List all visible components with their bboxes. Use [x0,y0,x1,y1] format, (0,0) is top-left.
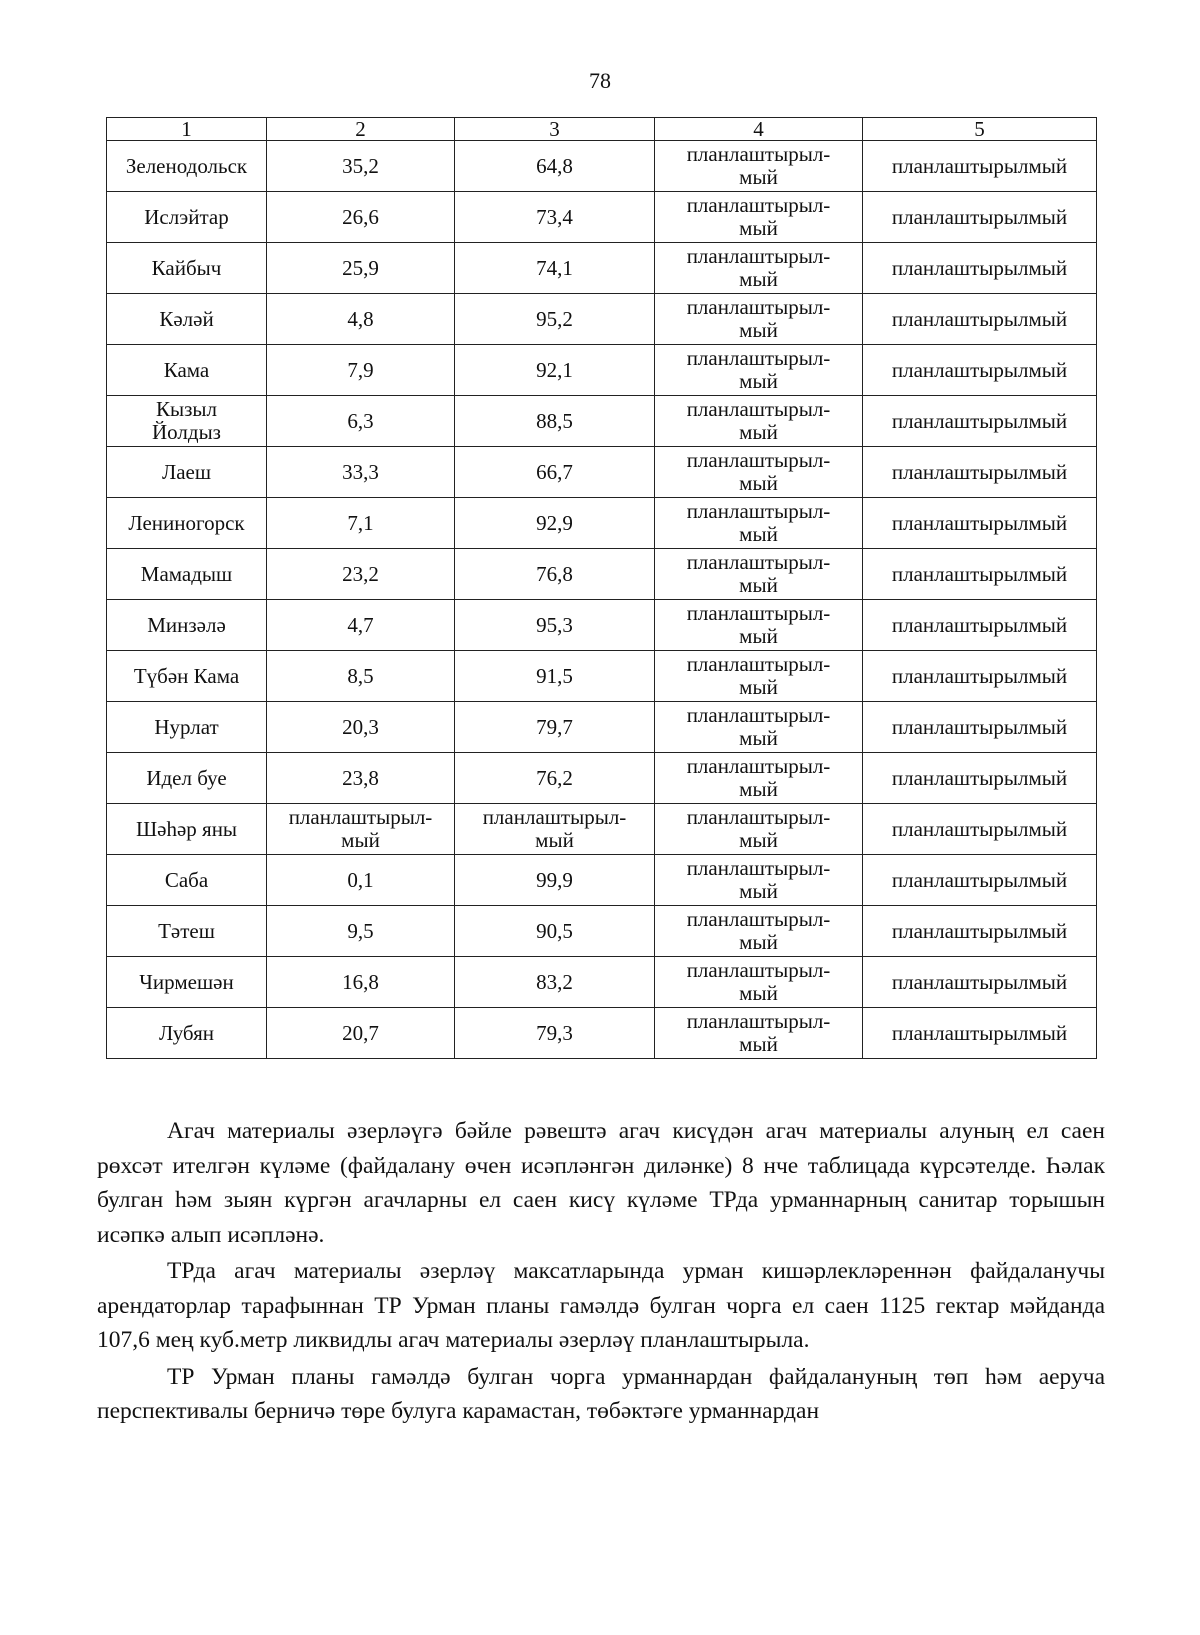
table-cell: 4,8 [267,294,455,345]
paragraph: ТР Урман планы гамәлдә булган чорга урманнардан файдалануның төп һәм аеруча перспективалы берничә төре булуга карамастан, төбәктәге урманнардан [97,1363,1105,1424]
table-cell: планлаштырыл- мый [655,855,863,906]
district-cell: Тәтеш [107,906,267,957]
table-cell: планлаштырылмый [863,906,1097,957]
district-cell: Саба [107,855,267,906]
table-cell: 26,6 [267,192,455,243]
table-cell: планлаштырылмый [863,243,1097,294]
table-cell: планлаштырылмый [863,345,1097,396]
table-row [107,1008,1097,1059]
table-cell: планлаштырылмый [863,294,1097,345]
table-row [107,498,1097,549]
table-row [107,957,1097,1008]
table-cell: 79,3 [455,1008,655,1059]
table-cell: планлаштырыл- мый [655,396,863,447]
table-row [107,549,1097,600]
table-cell: планлаштырыл- мый [655,600,863,651]
table-cell: планлаштырыл- мый [655,447,863,498]
table-cell: 66,7 [455,447,655,498]
district-cell: Шәһәр яны [107,804,267,855]
district-cell: Лаеш [107,447,267,498]
table-cell: 79,7 [455,702,655,753]
table-row [107,243,1097,294]
district-cell: Чирмешән [107,957,267,1008]
table-cell: 83,2 [455,957,655,1008]
table-cell: 25,9 [267,243,455,294]
table-cell: 88,5 [455,396,655,447]
table-row [107,855,1097,906]
table-cell: планлаштырылмый [863,855,1097,906]
district-cell: Кайбыч [107,243,267,294]
table-cell: планлаштырылмый [863,957,1097,1008]
table-cell: планлаштырыл- мый [655,192,863,243]
table-cell: планлаштырыл- мый [655,651,863,702]
table-cell: планлаштырылмый [863,600,1097,651]
table-cell: 7,9 [267,345,455,396]
table-cell: 0,1 [267,855,455,906]
table-cell: планлаштырыл- мый [655,753,863,804]
table-cell: планлаштырыл- мый [655,702,863,753]
table-cell: 9,5 [267,906,455,957]
table-cell: 20,7 [267,1008,455,1059]
column-header: 5 [863,118,1097,141]
table-cell: планлаштырыл- мый [655,294,863,345]
table-cell: 33,3 [267,447,455,498]
table-cell: планлаштырылмый [863,702,1097,753]
table-row [107,702,1097,753]
column-header: 1 [107,118,267,141]
district-cell: Минзәлә [107,600,267,651]
table-cell: 90,5 [455,906,655,957]
table-cell: планлаштырылмый [863,447,1097,498]
table-row [107,804,1097,855]
table-cell: планлаштырыл- мый [655,1008,863,1059]
table-cell: планлаштырылмый [863,804,1097,855]
table-cell: 20,3 [267,702,455,753]
district-cell: Кама [107,345,267,396]
column-header: 3 [455,118,655,141]
district-cell: Идел буе [107,753,267,804]
table-row [107,141,1097,192]
table-cell: планлаштырыл- мый [455,804,655,855]
table-cell: 74,1 [455,243,655,294]
district-cell: Мамадыш [107,549,267,600]
table-cell: планлаштырылмый [863,396,1097,447]
table-cell: планлаштырыл- мый [655,957,863,1008]
table-cell: 64,8 [455,141,655,192]
table-cell: 23,8 [267,753,455,804]
table-cell: планлаштырылмый [863,1008,1097,1059]
table-row [107,447,1097,498]
column-header: 4 [655,118,863,141]
table-row [107,600,1097,651]
table-cell: 99,9 [455,855,655,906]
table-row [107,294,1097,345]
district-cell: Нурлат [107,702,267,753]
table-row [107,345,1097,396]
table-cell: планлаштырыл- мый [655,906,863,957]
table-cell: планлаштырыл- мый [655,498,863,549]
table-cell: 95,2 [455,294,655,345]
column-header: 2 [267,118,455,141]
data-table [106,117,1097,1059]
district-cell: Кызыл Йолдыз [107,396,267,447]
table-cell: планлаштырыл- мый [655,141,863,192]
table-cell: планлаштырылмый [863,498,1097,549]
table-cell: планлаштырылмый [863,651,1097,702]
table-cell: планлаштырыл- мый [655,243,863,294]
table-row [107,906,1097,957]
table-row [107,396,1097,447]
district-cell: Лубян [107,1008,267,1059]
district-cell: Зеленодольск [107,141,267,192]
table-cell: 92,9 [455,498,655,549]
table-cell: 91,5 [455,651,655,702]
table-cell: 8,5 [267,651,455,702]
table-cell: 73,4 [455,192,655,243]
table-row [107,192,1097,243]
table-cell: 7,1 [267,498,455,549]
table-cell: 92,1 [455,345,655,396]
table-header-row [107,118,1097,141]
table-cell: планлаштырылмый [863,141,1097,192]
table-cell: планлаштырыл- мый [655,549,863,600]
body-text [97,1114,1105,1431]
table-cell: планлаштырыл- мый [267,804,455,855]
table-cell: 35,2 [267,141,455,192]
table-cell: 76,8 [455,549,655,600]
district-cell: Кәләй [107,294,267,345]
table-cell: 4,7 [267,600,455,651]
table-cell: 6,3 [267,396,455,447]
paragraph: Агач материалы әзерләүгә бәйле рәвештә агач кисүдән агач материалы алуның ел саен рөхсәт ителгән күләме (файдалану өчен исәпләнгән диләнке) 8 нче таблицада күрсәтелде. Һәлак булган һәм зыян күргән агачларны ел саен кисү күләме ТРда урманнарның санитар торышын исәпкә алып исәпләнә. [97,1118,1105,1248]
table-cell: 23,2 [267,549,455,600]
paragraph: ТРда агач материалы әзерләү максатларында урман кишәрлекләреннән файдаланучы арендаторлар тарафыннан ТР Урман планы гамәлдә булган чорга ел саен 1125 гектар мәйданда 107,6 мең куб.метр ликвидлы агач материалы әзерләү планлаштырыла. [97,1258,1105,1353]
table-cell: планлаштырылмый [863,192,1097,243]
table-body [107,141,1097,1059]
table-cell: планлаштырылмый [863,753,1097,804]
table-cell: планлаштырылмый [863,549,1097,600]
table-cell: планлаштырыл- мый [655,804,863,855]
district-cell: Түбән Кама [107,651,267,702]
table-cell: планлаштырыл- мый [655,345,863,396]
table-row [107,651,1097,702]
table-row [107,753,1097,804]
district-cell: Лениногорск [107,498,267,549]
table-cell: 16,8 [267,957,455,1008]
page-number: 78 [589,68,611,93]
table-cell: 76,2 [455,753,655,804]
district-cell: Ислэйтар [107,192,267,243]
table-cell: 95,3 [455,600,655,651]
